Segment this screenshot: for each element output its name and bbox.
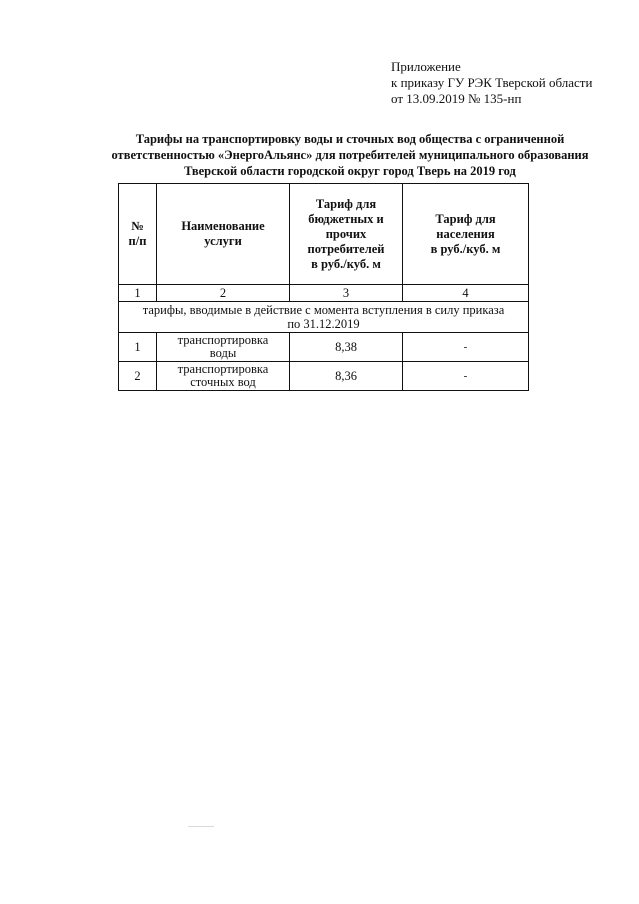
title-line: ответственностью «ЭнергоАльянс» для потребителей муниципального образования <box>111 148 589 162</box>
column-number: 2 <box>157 285 290 302</box>
period-row <box>119 302 529 333</box>
table-row <box>119 362 529 391</box>
row-budget-tariff: 8,36 <box>290 362 403 391</box>
period-cell: тарифы, вводимые в действие с момента вступления в силу приказа по 31.12.2019 <box>119 302 529 333</box>
header-population-tariff: Тариф для населения в руб./куб. м <box>403 184 529 285</box>
title-line: Тверской области городской округ город Тверь на 2019 год <box>184 164 516 178</box>
column-number: 1 <box>119 285 157 302</box>
row-number: 1 <box>119 333 157 362</box>
header-service: Наименование услуги <box>157 184 290 285</box>
header-number: № п/п <box>119 184 157 285</box>
header-budget-tariff: Тариф для бюджетных и прочих потребителей в руб./куб. м <box>290 184 403 285</box>
column-number: 3 <box>290 285 403 302</box>
table-header-row <box>119 184 529 285</box>
row-population-tariff: - <box>403 333 529 362</box>
scan-artifact <box>188 826 214 827</box>
row-service: транспортировка сточных вод <box>157 362 290 391</box>
document-title <box>100 131 600 179</box>
appendix-line: к приказу ГУ РЭК Тверской области <box>391 75 593 90</box>
row-service: транспортировка воды <box>157 333 290 362</box>
column-number: 4 <box>403 285 529 302</box>
row-population-tariff: - <box>403 362 529 391</box>
column-number-row <box>119 285 529 302</box>
appendix-line: Приложение <box>391 59 461 74</box>
title-line: Тарифы на транспортировку воды и сточных вод общества с ограниченной <box>135 132 565 146</box>
table-row <box>119 333 529 362</box>
appendix-line: от 13.09.2019 № 135-нп <box>391 91 522 106</box>
tariff-table <box>118 183 529 391</box>
appendix-block <box>391 59 592 107</box>
row-number: 2 <box>119 362 157 391</box>
row-budget-tariff: 8,38 <box>290 333 403 362</box>
